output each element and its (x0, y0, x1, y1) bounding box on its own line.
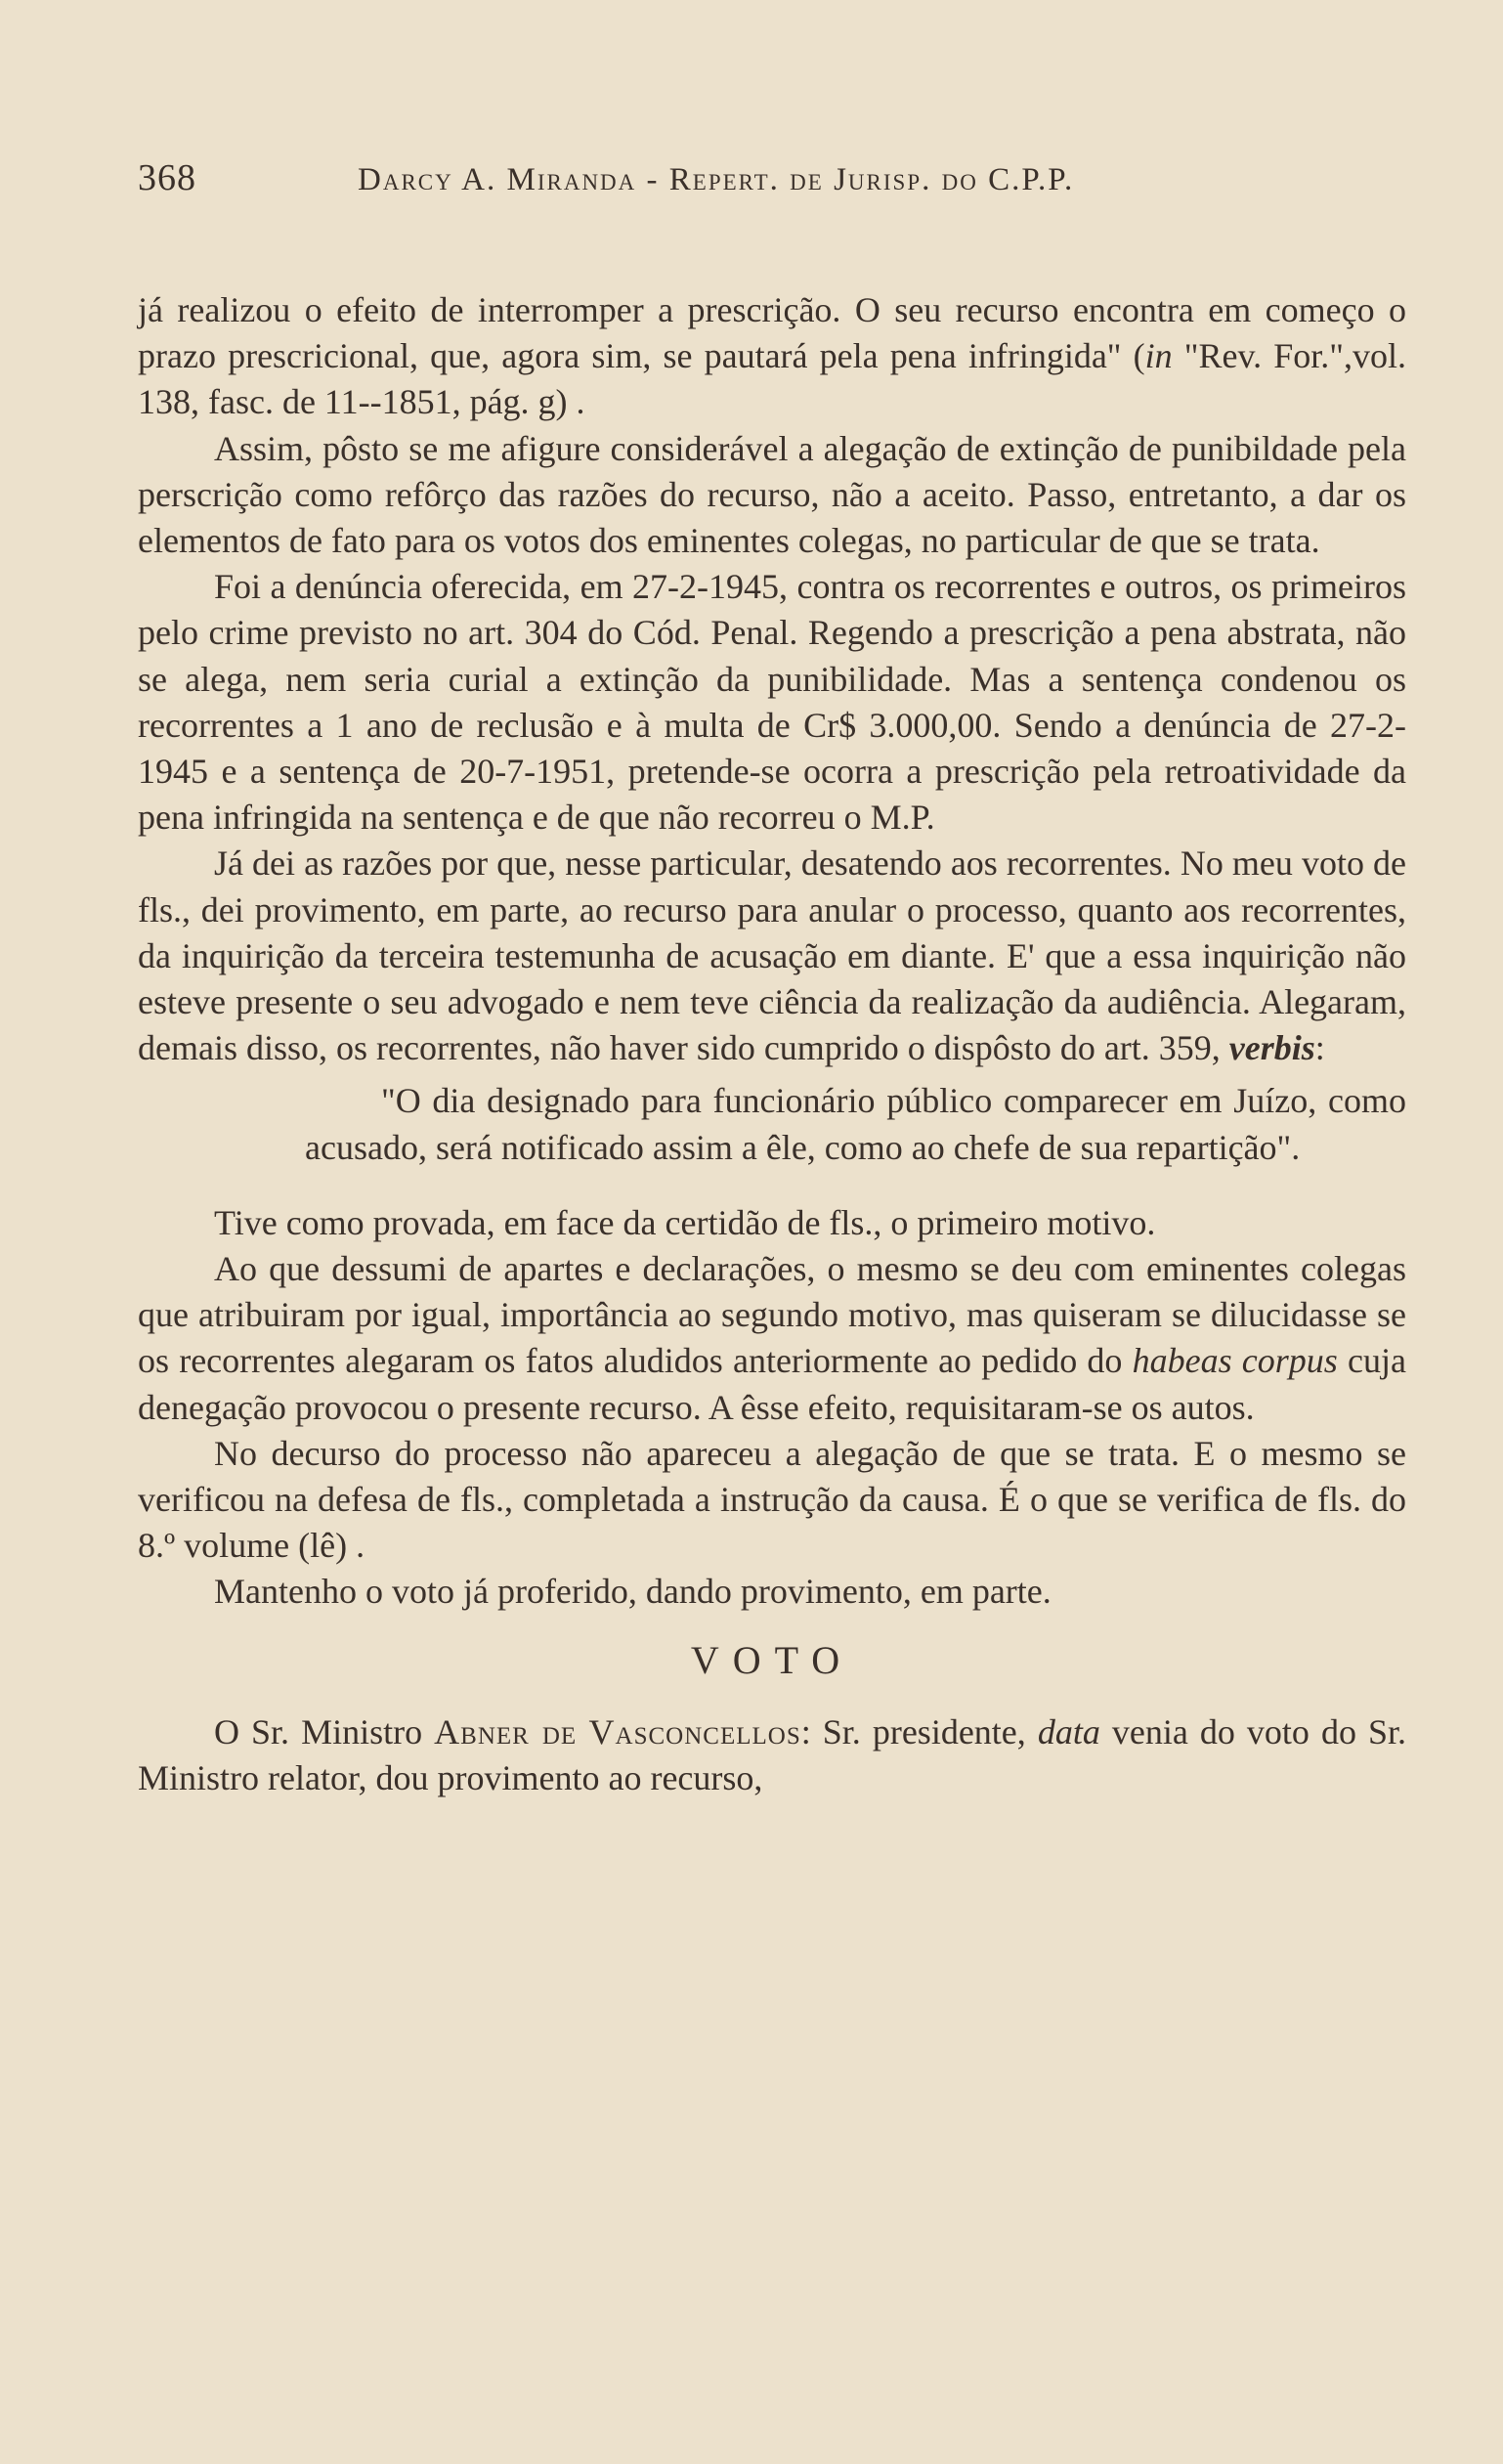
paragraph-4-text-b: : (1314, 1028, 1325, 1068)
paragraph-6 (138, 1246, 1406, 1431)
paragraph-9 (138, 1709, 1406, 1801)
paragraph-4-verbis: verbis (1228, 1028, 1315, 1068)
block-quote (305, 1078, 1406, 1170)
section-title-voto: VOTO (690, 1637, 854, 1682)
page-number: 368 (138, 157, 196, 198)
paragraph-6-habeas-corpus: habeas corpus (1132, 1341, 1338, 1381)
minister-name: Abner de Vasconcellos (434, 1711, 801, 1751)
paragraph-1 (138, 287, 1406, 426)
paragraph-6-text-b: cuja denegação provocou o presente recurso. A êsse efeito, requisitaram-se os autos. (138, 1341, 1406, 1427)
running-head: Darcy A. Miranda - Repert. de Jurisp. do C.P.P. (358, 162, 1075, 197)
paragraph-5: Tive como provada, em face da certidão de fls., o primeiro motivo. (214, 1202, 1156, 1242)
paragraph-9-italic-data: data (1037, 1711, 1100, 1751)
page-header (138, 156, 1406, 199)
paragraph-2: Assim, pôsto se me afigure considerável a alegação de extinção de punibildade pela perscrição como refôrço das razões do recurso, não a aceito. Passo, entretanto, a dar os elementos de fato para os votos dos eminentes colegas, no particular de que se trata. (138, 428, 1406, 561)
paragraph-1-italic-in: in (1144, 336, 1173, 376)
paragraph-4-text-a: Já dei as razões por que, nesse particular, desatendo aos recorrentes. No meu voto de fls., dei provimento, em parte, ao recurso para anular o processo, quanto aos recorrentes, da inquirição da terceira testemunha de acusação em diante. E' que a essa inquirição não esteve presente o seu advogado e nem teve ciência da realização da audiência. Alegaram, demais disso, os recorrentes, não haver sido cumprido o dispôsto do art. 359, (138, 843, 1406, 1068)
paragraph-6-text-a: Ao que dessumi de apartes e declarações, o mesmo se deu com eminentes colegas que atribuiram por igual, importância ao segundo motivo, mas quiseram se dilucidasse se os recorrentes alegaram os fatos aludidos anteriormente ao pedido do (138, 1249, 1406, 1381)
paragraph-8: Mantenho o voto já proferido, dando provimento, em parte. (214, 1572, 1052, 1612)
paragraph-1-text-a: já realizou o efeito de interromper a prescrição. O seu recurso encontra em começo o prazo prescricional, que, agora sim, se pautará pela pena infringida" ( (138, 290, 1406, 376)
paragraph-9-text-c: venia do voto do Sr. Ministro relator, dou provimento ao recurso, (138, 1711, 1406, 1798)
paragraph-4 (138, 841, 1406, 1071)
body-text (138, 287, 1406, 1801)
paragraph-7: No decurso do processo não apareceu a alegação de que se trata. E o mesmo se verificou na defesa de fls., completada a instrução da causa. É o que se verifica de fls. do 8.º volume (lê) . (138, 1433, 1406, 1566)
paragraph-1-text-b: "Rev. For.",vol. 138, fasc. de 11--1851, pág. g) . (138, 336, 1406, 422)
paragraph-9-text-a: O Sr. Ministro (214, 1711, 435, 1751)
paragraph-3: Foi a denúncia oferecida, em 27-2-1945, contra os recorrentes e outros, os primeiros pelo crime previsto no art. 304 do Cód. Penal. Regendo a prescrição a pena abstrata, não se alega, nem seria curial a extinção da punibilidade. Mas a sentença condenou os recorrentes a 1 ano de reclusão e à multa de Cr$ 3.000,00. Sendo a denúncia de 27-2-1945 e a sentença de 20-7-1951, pretende-se ocorra a prescrição pela retroatividade da pena infringida na sentença e de que não recorreu o M.P. (138, 567, 1406, 838)
block-quote-text: "O dia designado para funcionário público comparecer em Juízo, como acusado, será notificado assim a êle, como ao chefe de sua repartição". (305, 1081, 1406, 1167)
paragraph-9-text-b: : Sr. presidente, (800, 1711, 1038, 1751)
